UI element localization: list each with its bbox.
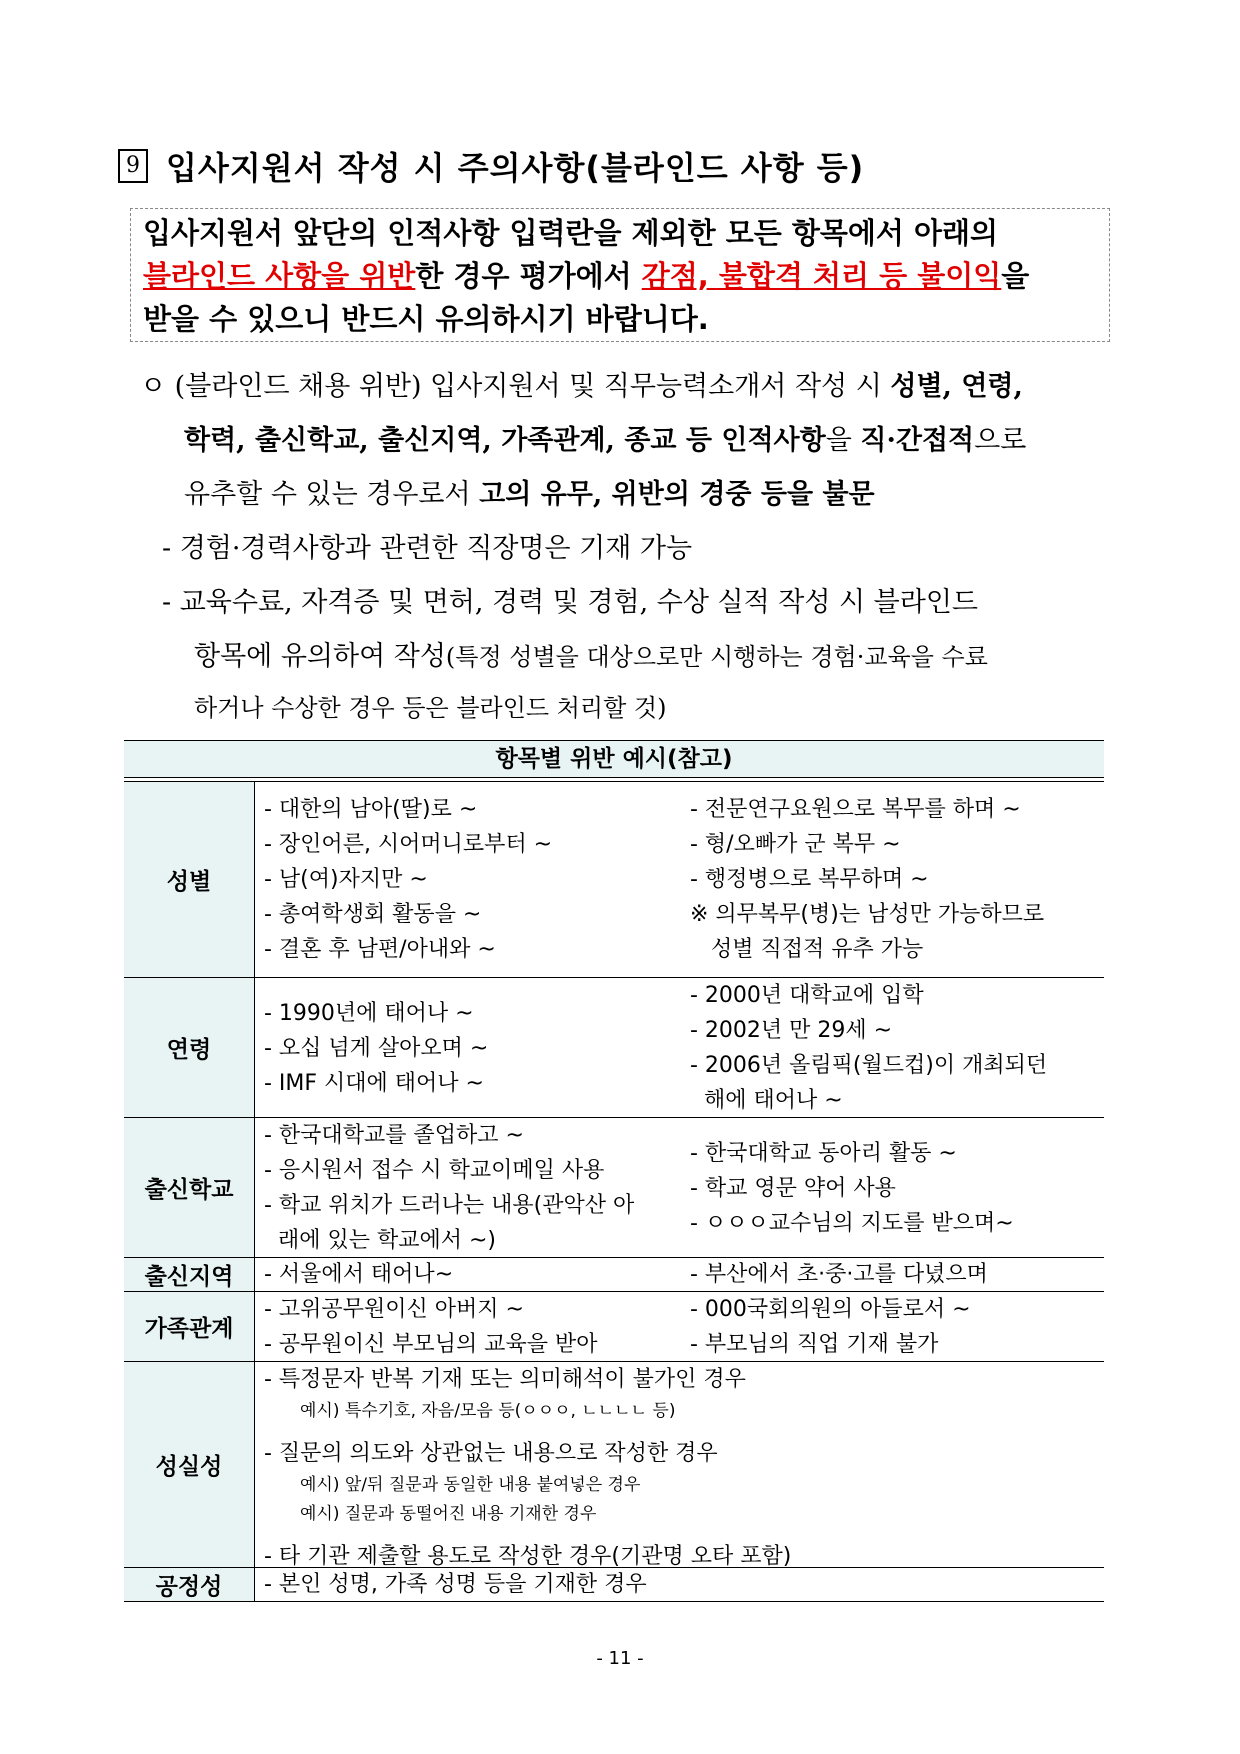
rule-detail-4: 하거나 수상한 경우 등은 블라인드 처리할 것): [194, 694, 667, 722]
row-left-cell: - 한국대학교를 졸업하고 ~ - 응시원서 접수 시 학교이메일 사용 - 학교 위치가 드러나는 내용(관악산 아 래에 있는 학교에서 ~): [264, 1123, 635, 1253]
row-left-cell: - 서울에서 태어나~: [264, 1262, 454, 1287]
section-number-box: 9: [118, 149, 148, 183]
row-left-cell: - 1990년에 태어나 ~ - 오십 넘게 살아오며 ~ - IMF 시대에 태어나 ~: [264, 1001, 489, 1096]
row-merged-cell: - 특정문자 반복 기재 또는 의미해석이 불가인 경우 예시) 특수기호, 자음/모음 등(ㅇㅇㅇ, ㄴㄴㄴㄴ 등) - 질문의 의도와 상관없는 내용으로 작성한 경우 예시) 앞/뒤 질문과 동일한 내용 붙여넣은 경우 예시) 질문과 동떨어진 내용 기재한 경우 - 타 기관 제출할 용도로 작성한 경우(기관명 오타 포함): [264, 1367, 792, 1569]
rule-detail-1: - 경험·경력사항과 관련한 직장명은 기재 가능: [162, 533, 693, 564]
table-title: 항목별 위반 예시(참고): [124, 740, 1104, 778]
notice-box: [130, 208, 1110, 342]
table-row: [124, 1118, 1104, 1258]
row-left-cell: - 고위공무원이신 아버지 ~ - 공무원이신 부모님의 교육을 받아: [264, 1297, 598, 1357]
notice-warning-1: 블라인드 사항을 위반: [143, 259, 416, 293]
row-category: 출신지역: [124, 1258, 255, 1291]
rule-line-2: 학력, 출신학교, 출신지역, 가족관계, 종교 등 인적사항을 직·간접적으로: [184, 425, 1027, 456]
row-right-cell: - 전문연구요원으로 복무를 하며 ~ - 형/오빠가 군 복무 ~ - 행정병으로 복무하며 ~ ※ 의무복무(병)는 남성만 가능하므로 성별 직접적 유추 가능: [690, 797, 1045, 962]
row-category: 공정성: [124, 1568, 255, 1601]
notice-line-3: 받을 수 있으니 반드시 유의하시기 바랍니다.: [143, 302, 709, 336]
row-category: 출신학교: [124, 1118, 255, 1257]
notice-warning-2: 감점, 불합격 처리 등 불이익: [641, 259, 1002, 293]
table-row: [124, 1292, 1104, 1362]
row-left-cell: - 본인 성명, 가족 성명 등을 기재한 경우: [264, 1572, 647, 1597]
row-right-cell: - 한국대학교 동아리 활동 ~ - 학교 영문 약어 사용 - ㅇㅇㅇ교수님의 지도를 받으며~: [690, 1141, 1014, 1236]
row-right-cell: - 000국회의원의 아들로서 ~ - 부모님의 직업 기재 불가: [690, 1297, 971, 1357]
rule-detail-2: - 교육수료, 자격증 및 면허, 경력 및 경험, 수상 실적 작성 시 블라인드: [162, 587, 978, 618]
rule-line-3: 유추할 수 있는 경우로서 고의 유무, 위반의 경중 등을 불문: [184, 479, 875, 510]
notice-line-2: 블라인드 사항을 위반한 경우 평가에서 감점, 불합격 처리 등 불이익을: [143, 259, 1030, 293]
row-category: 성실성: [124, 1362, 255, 1567]
row-left-cell: - 대한의 남아(딸)로 ~ - 장인어른, 시어머니로부터 ~ - 남(여)자지만 ~ - 총여학생회 활동을 ~ - 결혼 후 남편/아내와 ~: [264, 797, 553, 962]
rule-detail-3: 항목에 유의하여 작성(특정 성별을 대상으로만 시행하는 경험·교육을 수료: [194, 641, 988, 672]
section-title: 입사지원서 작성 시 주의사항(블라인드 사항 등): [166, 149, 865, 187]
row-category: 성별: [124, 782, 255, 977]
row-category: 가족관계: [124, 1292, 255, 1361]
notice-line-1: 입사지원서 앞단의 인적사항 입력란을 제외한 모든 항목에서 아래의: [143, 216, 999, 250]
page-number: - 11 -: [596, 1648, 644, 1669]
rule-line-1: ㅇ (블라인드 채용 위반) 입사지원서 및 직무능력소개서 작성 시 성별, 연령,: [140, 371, 1023, 402]
table-row: [124, 978, 1104, 1118]
section-heading: [118, 142, 864, 190]
table-row: [124, 782, 1104, 978]
table-row: [124, 1568, 1104, 1602]
row-right-cell: - 2000년 대학교에 입학 - 2002년 만 29세 ~ - 2006년 올림픽(월드컵)이 개최되던 해에 태어나 ~: [690, 983, 1048, 1113]
table-row: [124, 1362, 1104, 1568]
table-row: [124, 1258, 1104, 1292]
row-right-cell: - 부산에서 초·중·고를 다녔으며: [690, 1262, 988, 1287]
row-category: 연령: [124, 978, 255, 1117]
table-divider: [124, 777, 1104, 778]
